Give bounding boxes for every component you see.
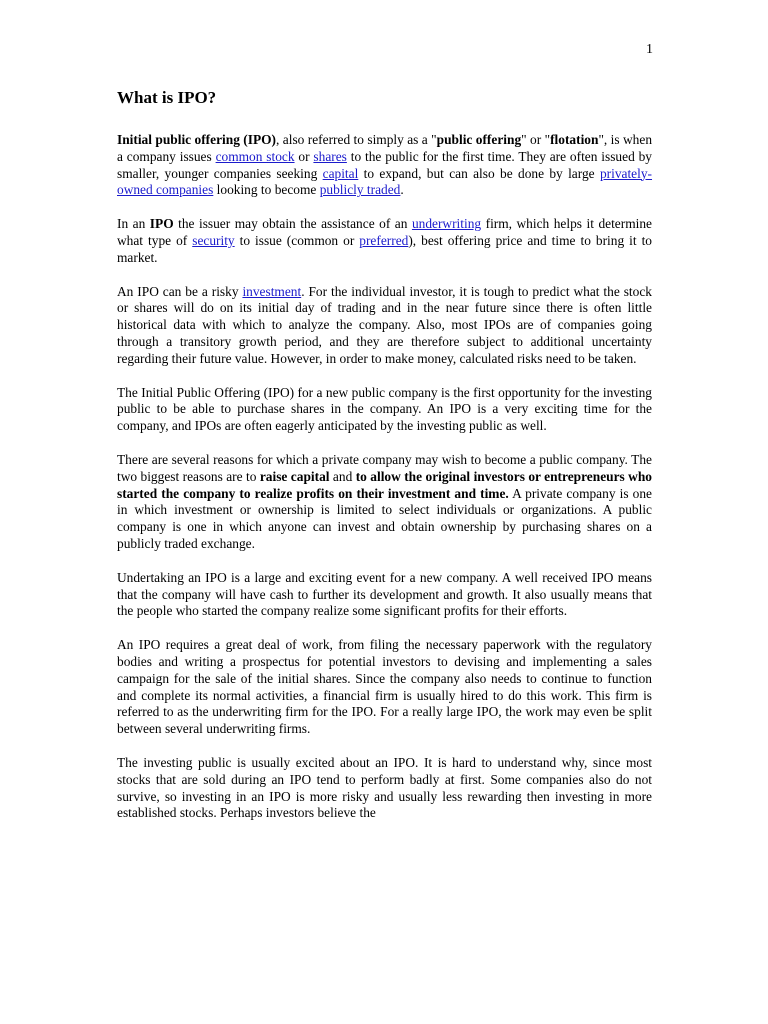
- paragraph: [117, 132, 652, 199]
- text-run: to expand, but can also be done by large: [358, 165, 600, 181]
- inline-link[interactable]: capital: [322, 165, 359, 181]
- text-run: In an: [117, 216, 150, 232]
- text-run: to the public for the first time. They are often issued by smaller, younger companies seeking: [117, 148, 653, 181]
- text-run: and: [329, 468, 356, 484]
- paragraph: [117, 570, 652, 620]
- text-run: The investing public is usually excited about an IPO. It is hard to understand why, since most stocks that are sold during an IPO tend to perform badly at first. Some companies also do not survive, so investing in an IPO is more risky and usually less rewarding then investing in more established stocks. Perhaps investors believe the: [117, 754, 652, 821]
- inline-link[interactable]: security: [192, 232, 235, 248]
- paragraph: [117, 637, 652, 738]
- text-run: Undertaking an IPO is a large and exciting event for a new company. A well received IPO means that the company will have cash to further its development and growth. It also usually means that the people who started the company realize some significant profits for their efforts.: [117, 569, 652, 619]
- paragraph: [117, 452, 652, 553]
- paragraphs: [117, 132, 652, 822]
- text-run: " or ": [521, 132, 551, 147]
- bold-text: public offering: [436, 132, 522, 147]
- text-run: , also referred to simply as a ": [276, 132, 437, 147]
- paragraph: [117, 385, 652, 435]
- paragraph: [117, 284, 652, 368]
- text-run: There are several reasons for which a private company may wish to become a public company. The two biggest reasons are to: [117, 451, 652, 484]
- inline-link[interactable]: preferred: [359, 232, 409, 248]
- text-run: The Initial Public Offering (IPO) for a new public company is the first opportunity for the investing public to be able to purchase shares in the company. An IPO is a very exciting time for the company, and IPOs are often eagerly anticipated by the investing public as well.: [117, 384, 652, 434]
- text-run: the issuer may obtain the assistance of an: [173, 216, 412, 232]
- inline-link[interactable]: shares: [313, 148, 347, 164]
- text-run: A private company is one in which investment or ownership is limited to select individuals or organizations. A public company is one in which anyone can invest and obtain ownership by purchasing shares on a publicly traded exchange.: [117, 485, 652, 551]
- bold-text: Initial public offering (IPO): [117, 132, 277, 147]
- inline-link[interactable]: underwriting: [411, 216, 482, 232]
- inline-link[interactable]: common stock: [215, 148, 295, 164]
- text-run: An IPO requires a great deal of work, from filing the necessary paperwork with the regulatory bodies and writing a prospectus for potential investors to devising and implementing a sales campaign for the sale of the initial shares. Since the company also needs to continue to function and complete its normal activities, a financial firm is usually hired to do this work. This firm is referred to as the underwriting firm for the IPO. For a really large IPO, the work may even be split between several underwriting firms.: [117, 637, 652, 737]
- bold-text: IPO: [149, 216, 174, 232]
- bold-text: raise capital: [259, 468, 330, 484]
- paragraph: [117, 216, 652, 266]
- text-run: looking to become: [213, 182, 320, 198]
- inline-link[interactable]: investment: [242, 283, 302, 299]
- text-run: .: [400, 182, 404, 198]
- text-run: . For the individual investor, it is tough to predict what the stock or shares will do on its initial day of trading and in the near future since there is often little historical data with which to analyze the company. Also, most IPOs are of companies going through a transitory growth period, and they are therefore subject to additional uncertainty regarding their future value. However, in order to make money, calculated risks need to be taken.: [117, 283, 652, 366]
- bold-text: to allow the original investors or entrepreneurs who started the company to realize profits on their investment and time.: [117, 468, 652, 501]
- text-run: to issue (common or: [234, 232, 360, 248]
- paragraph: [117, 755, 652, 822]
- text-run: firm, which helps it determine what type of: [117, 216, 652, 248]
- text-run: ), best offering price and time to bring it to market.: [117, 232, 652, 265]
- document-title: What is IPO?: [117, 88, 217, 107]
- inline-link[interactable]: privately-owned companies: [117, 165, 653, 198]
- page-number: 1: [646, 42, 653, 57]
- text-run: ", is when a company issues: [117, 132, 653, 164]
- bold-text: flotation: [550, 132, 599, 147]
- inline-link[interactable]: publicly traded: [319, 182, 401, 198]
- text-run: or: [294, 148, 314, 164]
- document-body: [117, 88, 652, 839]
- text-run: An IPO can be a risky: [117, 283, 243, 299]
